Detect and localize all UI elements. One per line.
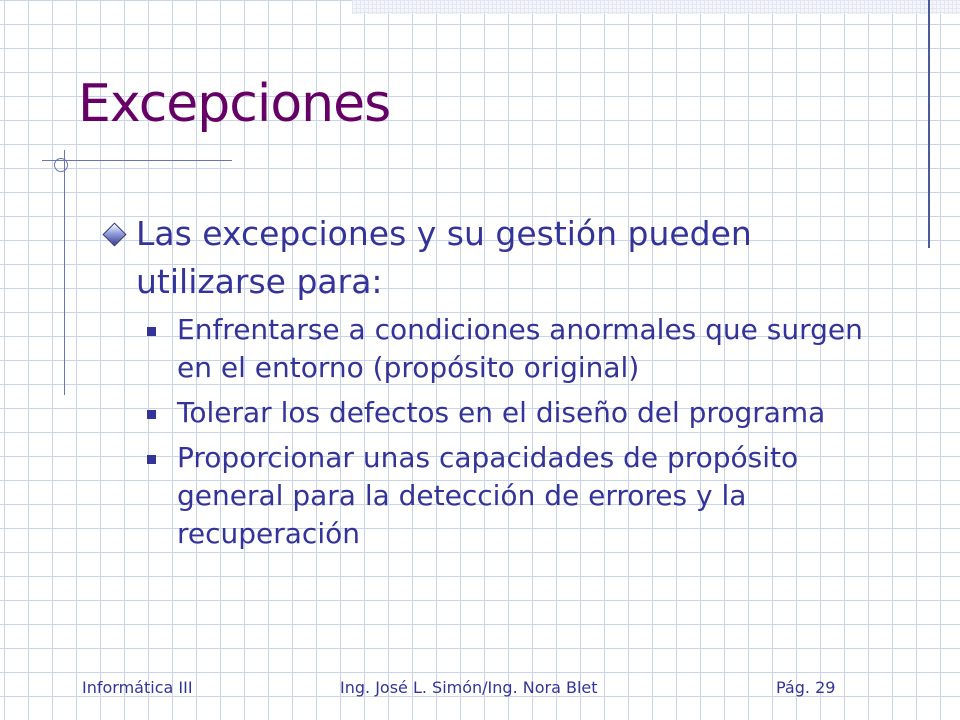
slide-body xyxy=(100,210,880,553)
header-pattern-band xyxy=(352,0,960,14)
square-bullet-icon xyxy=(147,455,156,464)
sub-bullet-2 xyxy=(100,394,880,432)
sub-bullet-text: Enfrentarse a condiciones anormales que surgen en el entorno (propósito original) xyxy=(177,313,863,384)
sub-bullet-text: Proporcionar unas capacidades de propósito general para la detección de errores y la recuperación xyxy=(177,441,799,550)
footer-authors: Ing. José L. Simón/Ing. Nora Blet xyxy=(340,678,598,697)
sub-bullet-text: Tolerar los defectos en el diseño del programa xyxy=(177,396,826,429)
main-bullet xyxy=(100,210,880,306)
decorative-vertical-line-left xyxy=(64,150,65,395)
diamond-bullet-icon xyxy=(102,222,126,246)
main-bullet-text: Las excepciones y su gestión pueden utilizarse para: xyxy=(136,214,752,301)
title-underline xyxy=(42,160,232,161)
sub-bullet-3 xyxy=(100,439,880,553)
square-bullet-icon xyxy=(147,327,156,336)
sub-bullet-1 xyxy=(100,311,880,387)
slide-title: Excepciones xyxy=(78,74,391,134)
square-bullet-icon xyxy=(147,410,156,419)
crosshair-circle-icon xyxy=(54,158,68,172)
footer-page-number: Pág. 29 xyxy=(776,678,836,697)
footer-course: Informática III xyxy=(82,678,193,697)
decorative-vertical-line-right xyxy=(928,0,930,248)
